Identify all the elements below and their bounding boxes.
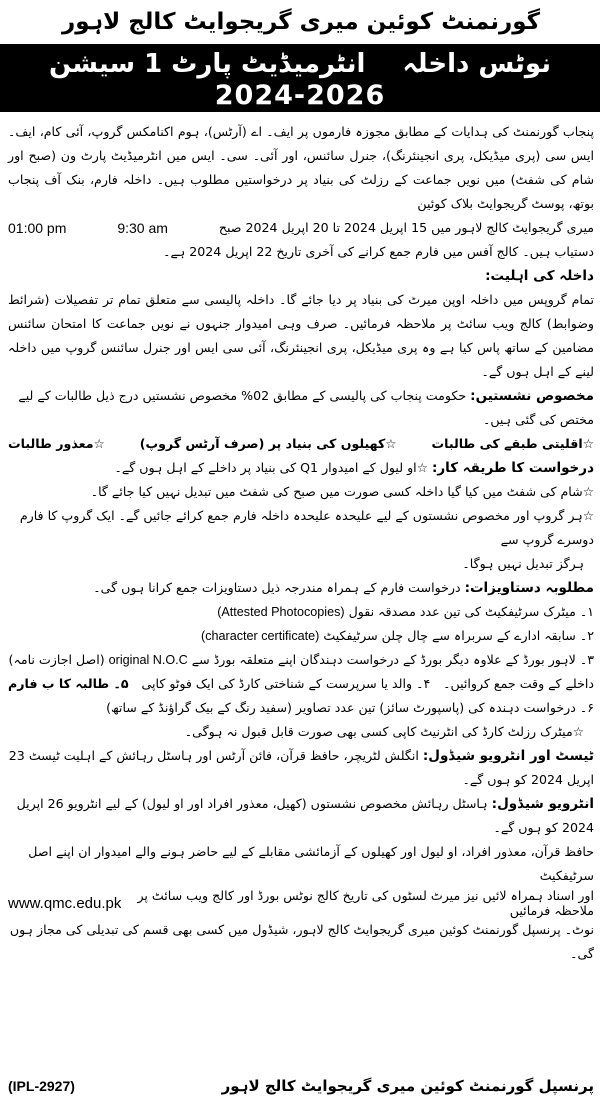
title-line	[0, 44, 600, 82]
document-3-cont: داخلے کے وقت جمع کروائیں۔	[443, 676, 594, 691]
interview-heading: انٹرویو شیڈول:	[491, 796, 594, 812]
hafiz-text: حافظ قرآن، معذور افراد، او لیول اور کھیلوں کے آزمائشی مقابلے کے لیے حاضر ہونے والے امیدوار ان اپنے اصل سرٹیفکیٹ	[28, 844, 594, 883]
reserved-item: معذور طالبات	[8, 436, 94, 451]
method-bullet-2: ہر گروپ اور مخصوص نشستوں کے لیے علیحدہ علیحدہ داخلہ فارم جمع کرائے جائیں گے۔ ایک گروپ کا فارم دوسرے گروپ سے	[19, 508, 594, 547]
document-3-tail: (اصل اجازت نامہ)	[8, 652, 105, 667]
deadline-text: دستیاب ہیں۔ کالج آفس میں فارم جمع کرانے کی آخری تاریخ 22 اپریل 2024 ہے۔	[163, 244, 594, 259]
documents-note: میٹرک رزلٹ کارڈ کی انٹرنیٹ کاپی کسی بھی صورت قابل قبول نہ ہوگی۔	[184, 724, 573, 739]
principal-signature: پرنسپل گورنمنٹ کوئین میری گریجوایٹ کالج لاہور	[221, 1077, 594, 1095]
notice-body: پنجاب گورنمنٹ کی ہدایات کے مطابق مجوزہ فارموں پر ایف۔ اے (آرٹس)، ہوم اکنامکس گروپ، آئی کام، ایف۔ ایس سی (پری میڈیکل، پری انجینئرنگ)، جنرل سائنس، اور آئی۔ سی۔ ایس میں انٹرمیڈیٹ پارٹ ون (صبح اور شام کی شفٹ) میں نویں جماعت کے رزلٹ کی بنیاد پر درخواستیں مطلوب ہیں۔ داخلہ فارم، بنک آف پنجاب بوتھ، پوسٹ گریجوایٹ بلاک کوئین 01:00 pm 9:30 am میری گریجوایٹ کالج لاہور میں 15 اپریل 2024 تا 20 اپریل 2024 صبح دستیاب ہیں۔ کالج آفس میں فارم جمع کرانے کی آخری تاریخ 22 اپریل 2024 ہے۔ داخلہ کی اہلیت: تمام گروپس میں داخلہ اوپن میرٹ کی بنیاد پر دیا جائے گا۔ داخلہ پالیسی سے متعلق تمام تر تفصیلات (شرائط وضوابط) کالج ویب سائٹ پر ملاحظہ فرمائیں۔ صرف وہی امیدوار جنہوں نے نویں جماعت کا امتحان سائنس مضامین کے ساتھ پاس کیا ہے وہ پری میڈیکل، پری انجینئرنگ، آئی سی ایس اور جنرل سائنس گروپ میں داخلہ لینے کے اہل ہوں گے۔ مخصوص نشستیں: حکومت پنجاب کی پالیسی کے مطابق 02% مخصوص نشستیں درج ذیل طالبات کے لیے مختص کی گئی ہیں۔ ☆اقلیتی طبقے کی طالبات ☆کھیلوں کی بنیاد پر (صرف آرٹس گروپ) ☆معذور طالبات درخواست کا طریقہ کار: ☆او لیول کے امیدوار Q1 کی بنیاد پر داخلے کے اہل ہوں گے۔ ☆شام کی شفٹ میں کیا گیا داخلہ کسی صورت میں صبح کی شفٹ میں تبدیل نہیں کیا جائے گا۔ ☆ہر گروپ اور مخصوص نشستوں کے لیے علیحدہ علیحدہ داخلہ فارم جمع کرائے جائیں گے۔ ایک گروپ کا فارم دوسرے گروپ سے ہرگز تبدیل نہیں ہوگا۔ مطلوبہ دستاویزات: درخواست فارم کے ہمراہ مندرجہ ذیل دستاویزات جمع کرانا ہوں گی۔ ۱۔ میٹرک سرٹیفکیٹ کی تین عدد مصدقہ نقول (Attested Photocopies) ۲۔ سابقہ ادارے کے سربراہ سے چال چلن سرٹیفکیٹ (character certificate) ۳۔ لاہور بورڈ کے علاوہ دیگر بورڈ کے درخواست دہندگان اپنے متعلقہ بورڈ سے original N.O.C (اصل اجازت نامہ) داخلے کے وقت جمع کروائیں۔ ۴۔ والد یا سرپرست کے شناختی کارڈ کی ایک فوٹو کاپی ۵۔ طالبہ کا ب فارم ۶۔ درخواست دہندہ کی (پاسپورٹ سائز) تین عدد تصاویر (سفید رنگ کے بیک گراؤنڈ کے ساتھ) ☆میٹرک رزلٹ کارڈ کی انٹرنیٹ کاپی کسی بھی صورت قابل قبول نہ ہوگی۔ ٹیسٹ اور انٹرویو شیڈول: انگلش لٹریچر، حافظ قرآن، فائن آرٹس اور ہاسٹل رہائش کے اہلیت ٹیسٹ 23 اپریل 2024 کو ہوں گے۔ انٹرویو شیڈول: ہاسٹل رہائش مخصوص نشستوں (کھیل، معذور افراد اور او لیول) کے لیے انٹرویو 26 اپریل 2024 کو ہوں گے۔ حافظ قرآن، معذور افراد، او لیول اور کھیلوں کے آزمائشی مقابلے کے لیے حاضر ہونے والے امیدوار ان اپنے اصل سرٹیفکیٹ اور اسناد ہمراہ لائیں نیز میرٹ لسٹوں کی تاریخ کالج نوٹس بورڈ اور کالج ویب سائٹ پر ملاحظہ فرمائیں www.qmc.edu.pk نوٹ۔ پرنسپل گورنمنٹ کوئین میری گریجوایٹ کالج لاہور، شیڈول میں کسی بھی قسم کی تبدیلی کی مجاز ہوں گی۔	[8, 112, 594, 966]
website-link[interactable]: www.qmc.edu.pk	[8, 894, 122, 912]
dates-text: میری گریجوایٹ کالج لاہور میں 15 اپریل 2024 تا 20 اپریل 2024 صبح	[218, 220, 594, 235]
college-name: گورنمنٹ کوئین میری گریجوایٹ کالج لاہور	[61, 9, 541, 35]
time-start: 9:30 am	[117, 220, 168, 236]
documents-intro: درخواست فارم کے ہمراہ مندرجہ ذیل دستاویزات جمع کرانا ہوں گی۔	[93, 580, 461, 595]
test-heading: ٹیسٹ اور انٹرویو شیڈول:	[422, 748, 594, 764]
document-2-en: (character certificate)	[201, 629, 320, 643]
title-notice: نوٹس داخلہ	[402, 49, 551, 79]
footer-note: نوٹ۔ پرنسپل گورنمنٹ کوئین میری گریجوایٹ کالج لاہور، شیڈول میں کسی بھی قسم کی تبدیلی کی مجاز ہوں گی۔	[9, 922, 594, 961]
merit-row	[8, 888, 594, 918]
ipl-code: (IPL-2927)	[8, 1078, 75, 1094]
method-bullet-2-cont: ہرگز تبدیل نہیں ہوگا۔	[462, 556, 584, 571]
document-3-en: original N.O.C	[108, 653, 188, 667]
merit-text: اور اسناد ہمراہ لائیں نیز میرٹ لسٹوں کی تاریخ کالج نوٹس بورڈ اور کالج ویب سائٹ پر ملاحظہ فرمائیں	[137, 888, 594, 918]
method-bullet-1: شام کی شفٹ میں کیا گیا داخلہ کسی صورت میں صبح کی شفٹ میں تبدیل نہیں کیا جائے گا۔	[90, 484, 583, 499]
document-4: ۴۔ والد یا سرپرست کے شناختی کارڈ کی ایک فوٹو کاپی	[141, 676, 431, 691]
document-1: ۱۔ میٹرک سرٹیفکیٹ کی تین عدد مصدقہ نقول	[348, 604, 594, 619]
reserved-list: ☆اقلیتی طبقے کی طالبات ☆کھیلوں کی بنیاد پر (صرف آرٹس گروپ) ☆معذور طالبات	[8, 436, 594, 451]
reserved-heading: مخصوص نشستیں:	[470, 388, 594, 404]
document-5: ۵۔ طالبہ کا ب فارم	[8, 676, 129, 691]
document-2: ۲۔ سابقہ ادارے کے سربراہ سے چال چلن سرٹیفکیٹ	[323, 628, 594, 643]
time-end: 01:00 pm	[8, 220, 67, 236]
footer	[8, 1077, 594, 1095]
reserved-item: کھیلوں کی بنیاد پر (صرف آرٹس گروپ)	[139, 436, 386, 451]
method-heading: درخواست کا طریقہ کار:	[431, 460, 594, 476]
dates-row	[8, 216, 594, 240]
method-text: او لیول کے امیدوار Q1 کی بنیاد پر داخلے کے اہل ہوں گے۔	[114, 460, 417, 475]
eligibility-heading: داخلہ کی اہلیت:	[485, 268, 594, 284]
title-banner	[0, 44, 600, 112]
document-1-en: (Attested Photocopies)	[217, 605, 345, 619]
reserved-text: حکومت پنجاب کی پالیسی کے مطابق 02% مخصوص نشستیں درج ذیل طالبات کے لیے مختص کی گئی ہیں۔	[18, 388, 594, 427]
document-3: ۳۔ لاہور بورڈ کے علاوہ دیگر بورڈ کے درخواست دہندگان اپنے متعلقہ بورڈ سے	[191, 652, 594, 667]
test-text: انگلش لٹریچر، حافظ قرآن، فائن آرٹس اور ہاسٹل رہائش کے اہلیت ٹیسٹ 23 اپریل 2024 کو ہوں گے۔	[8, 748, 594, 787]
eligibility-text: تمام گروپس میں داخلہ اوپن میرٹ کی بنیاد پر دیا جائے گا۔ داخلہ پالیسی سے متعلق تمام تر تفصیلات (شرائط وضوابط) کالج ویب سائٹ پر ملاحظہ فرمائیں۔ صرف وہی امیدوار جنہوں نے نویں جماعت کا امتحان سائنس مضامین کے ساتھ پاس کیا ہے وہ پری میڈیکل، پری انجینئرنگ، آئی سی ایس اور جنرل سائنس گروپ میں داخلہ لینے کے اہل ہوں گے۔	[8, 292, 594, 379]
title-session: انٹرمیڈیٹ پارٹ 1 سیشن	[49, 49, 366, 79]
document-6: ۶۔ درخواست دہندہ کی (پاسپورٹ سائز) تین عدد تصاویر (سفید رنگ کے بیک گراؤنڈ کے ساتھ)	[106, 700, 594, 715]
reserved-item: اقلیتی طبقے کی طالبات	[431, 436, 583, 451]
documents-heading: مطلوبہ دستاویزات:	[464, 580, 594, 596]
interview-text: ہاسٹل رہائش مخصوص نشستوں (کھیل، معذور افراد اور او لیول) کے لیے انٹرویو 26 اپریل 2024 کو ہوں گے۔	[16, 796, 594, 835]
intro-paragraph: پنجاب گورنمنٹ کی ہدایات کے مطابق مجوزہ فارموں پر ایف۔ اے (آرٹس)، ہوم اکنامکس گروپ، آئی کام، ایف۔ ایس سی (پری میڈیکل، پری انجینئرنگ)، جنرل سائنس، اور آئی۔ سی۔ ایس میں انٹرمیڈیٹ پارٹ ون (صبح اور شام کی شفٹ) میں نویں جماعت کے رزلٹ کی بنیاد پر درخواستیں مطلوب ہیں۔ داخلہ فارم، بنک آف پنجاب بوتھ، پوسٹ گریجوایٹ بلاک کوئین	[8, 124, 594, 211]
document-row-4-5	[8, 672, 594, 696]
title-years: 2024-2026	[214, 80, 386, 111]
